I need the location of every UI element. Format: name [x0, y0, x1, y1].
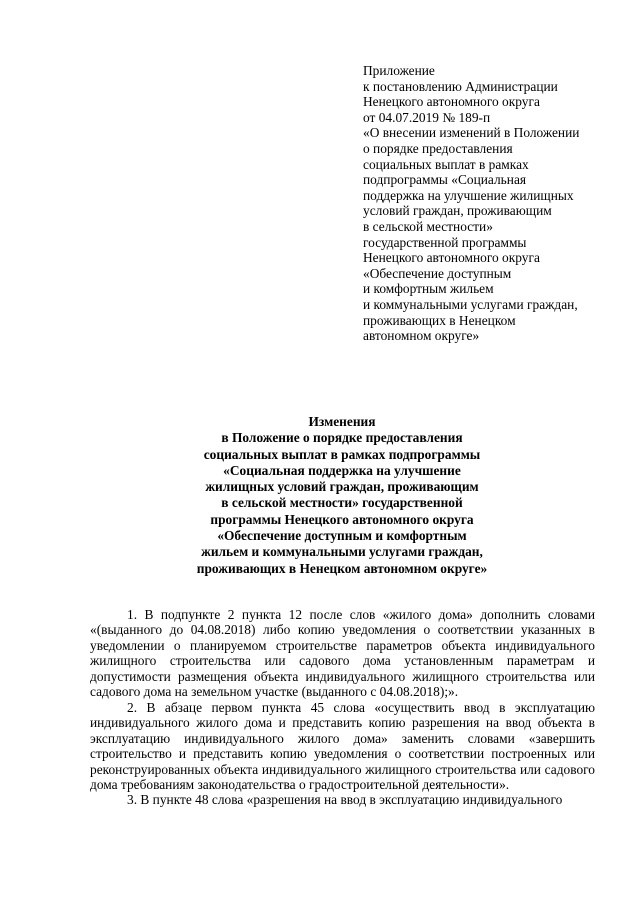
document-body [90, 607, 595, 808]
appendix-line: «Обеспечение доступным [363, 265, 512, 281]
paragraph-3: 3. В пункте 48 слова «разрешения на ввод в эксплуатацию индивидуального [127, 792, 563, 808]
appendix-line: поддержка на улучшение жилищных [363, 187, 574, 203]
title-line: проживающих в Ненецком автономном округе» [196, 560, 488, 576]
appendix-line: «О внесении изменений в Положении [363, 125, 580, 141]
appendix-line: Приложение [363, 63, 435, 78]
appendix-block [363, 63, 623, 344]
appendix-line: автономном округе» [363, 328, 480, 344]
appendix-line: к постановлению Администрации [363, 78, 558, 94]
appendix-line: Ненецкого автономного округа [363, 94, 540, 110]
appendix-line: от 04.07.2019 № 189-п [363, 109, 491, 125]
appendix-line: и комфортным жильем [363, 281, 494, 297]
appendix-line: Ненецкого автономного округа [363, 250, 540, 266]
appendix-line: подпрограммы «Социальная [363, 172, 527, 188]
appendix-line: в сельской местности» [363, 218, 493, 234]
appendix-line: условий граждан, проживающим [363, 203, 552, 219]
title-line: «Обеспечение доступным и комфортным [217, 528, 467, 544]
appendix-line: о порядке предоставления [363, 140, 513, 156]
appendix-line: государственной программы [363, 234, 527, 250]
title-line: жилищных условий граждан, проживающим [205, 479, 479, 495]
title-line: Изменения [308, 414, 376, 429]
title-line: в Положение о порядке предоставления [221, 430, 463, 446]
title-line: в сельской местности» государственной [221, 495, 463, 511]
appendix-line: и коммунальными услугами граждан, [363, 296, 578, 312]
paragraph-2: 2. В абзаце первом пункта 45 слова «осуществить ввод в эксплуатацию индивидуального жилого дома и представить копию разрешения на ввод объекта в эксплуатацию индивидуального жилого дома» заменить словами «завершить строительство и представить копию уведомления о соответствии построенных или реконструированных объекта индивидуального жилищного строительства или садового дома требованиям законодательства о градостроительной деятельности». [90, 699, 595, 792]
appendix-line: проживающих в Ненецком [363, 312, 516, 328]
title-line: социальных выплат в рамках подпрограммы [203, 446, 481, 462]
title-line: «Социальная поддержка на улучшение [223, 462, 461, 478]
title-line: программы Ненецкого автономного округа [210, 511, 474, 527]
paragraph-1: 1. В подпункте 2 пункта 12 после слов «жилого дома» дополнить словами «(выданного до 04.08.2018) либо копию уведомления о соответствии указанных в уведомлении о планируемом строительстве параметров объекта индивидуального жилищного строительства или садового дома установленным параметрам и допустимости размещения объекта индивидуального жилищного строительства или садового дома на земельном участке (выданного с 04.08.2018);». [90, 607, 595, 700]
appendix-line: социальных выплат в рамках [363, 156, 529, 172]
title-line: жильем и коммунальными услугами граждан, [201, 544, 483, 560]
document-title [120, 414, 564, 577]
